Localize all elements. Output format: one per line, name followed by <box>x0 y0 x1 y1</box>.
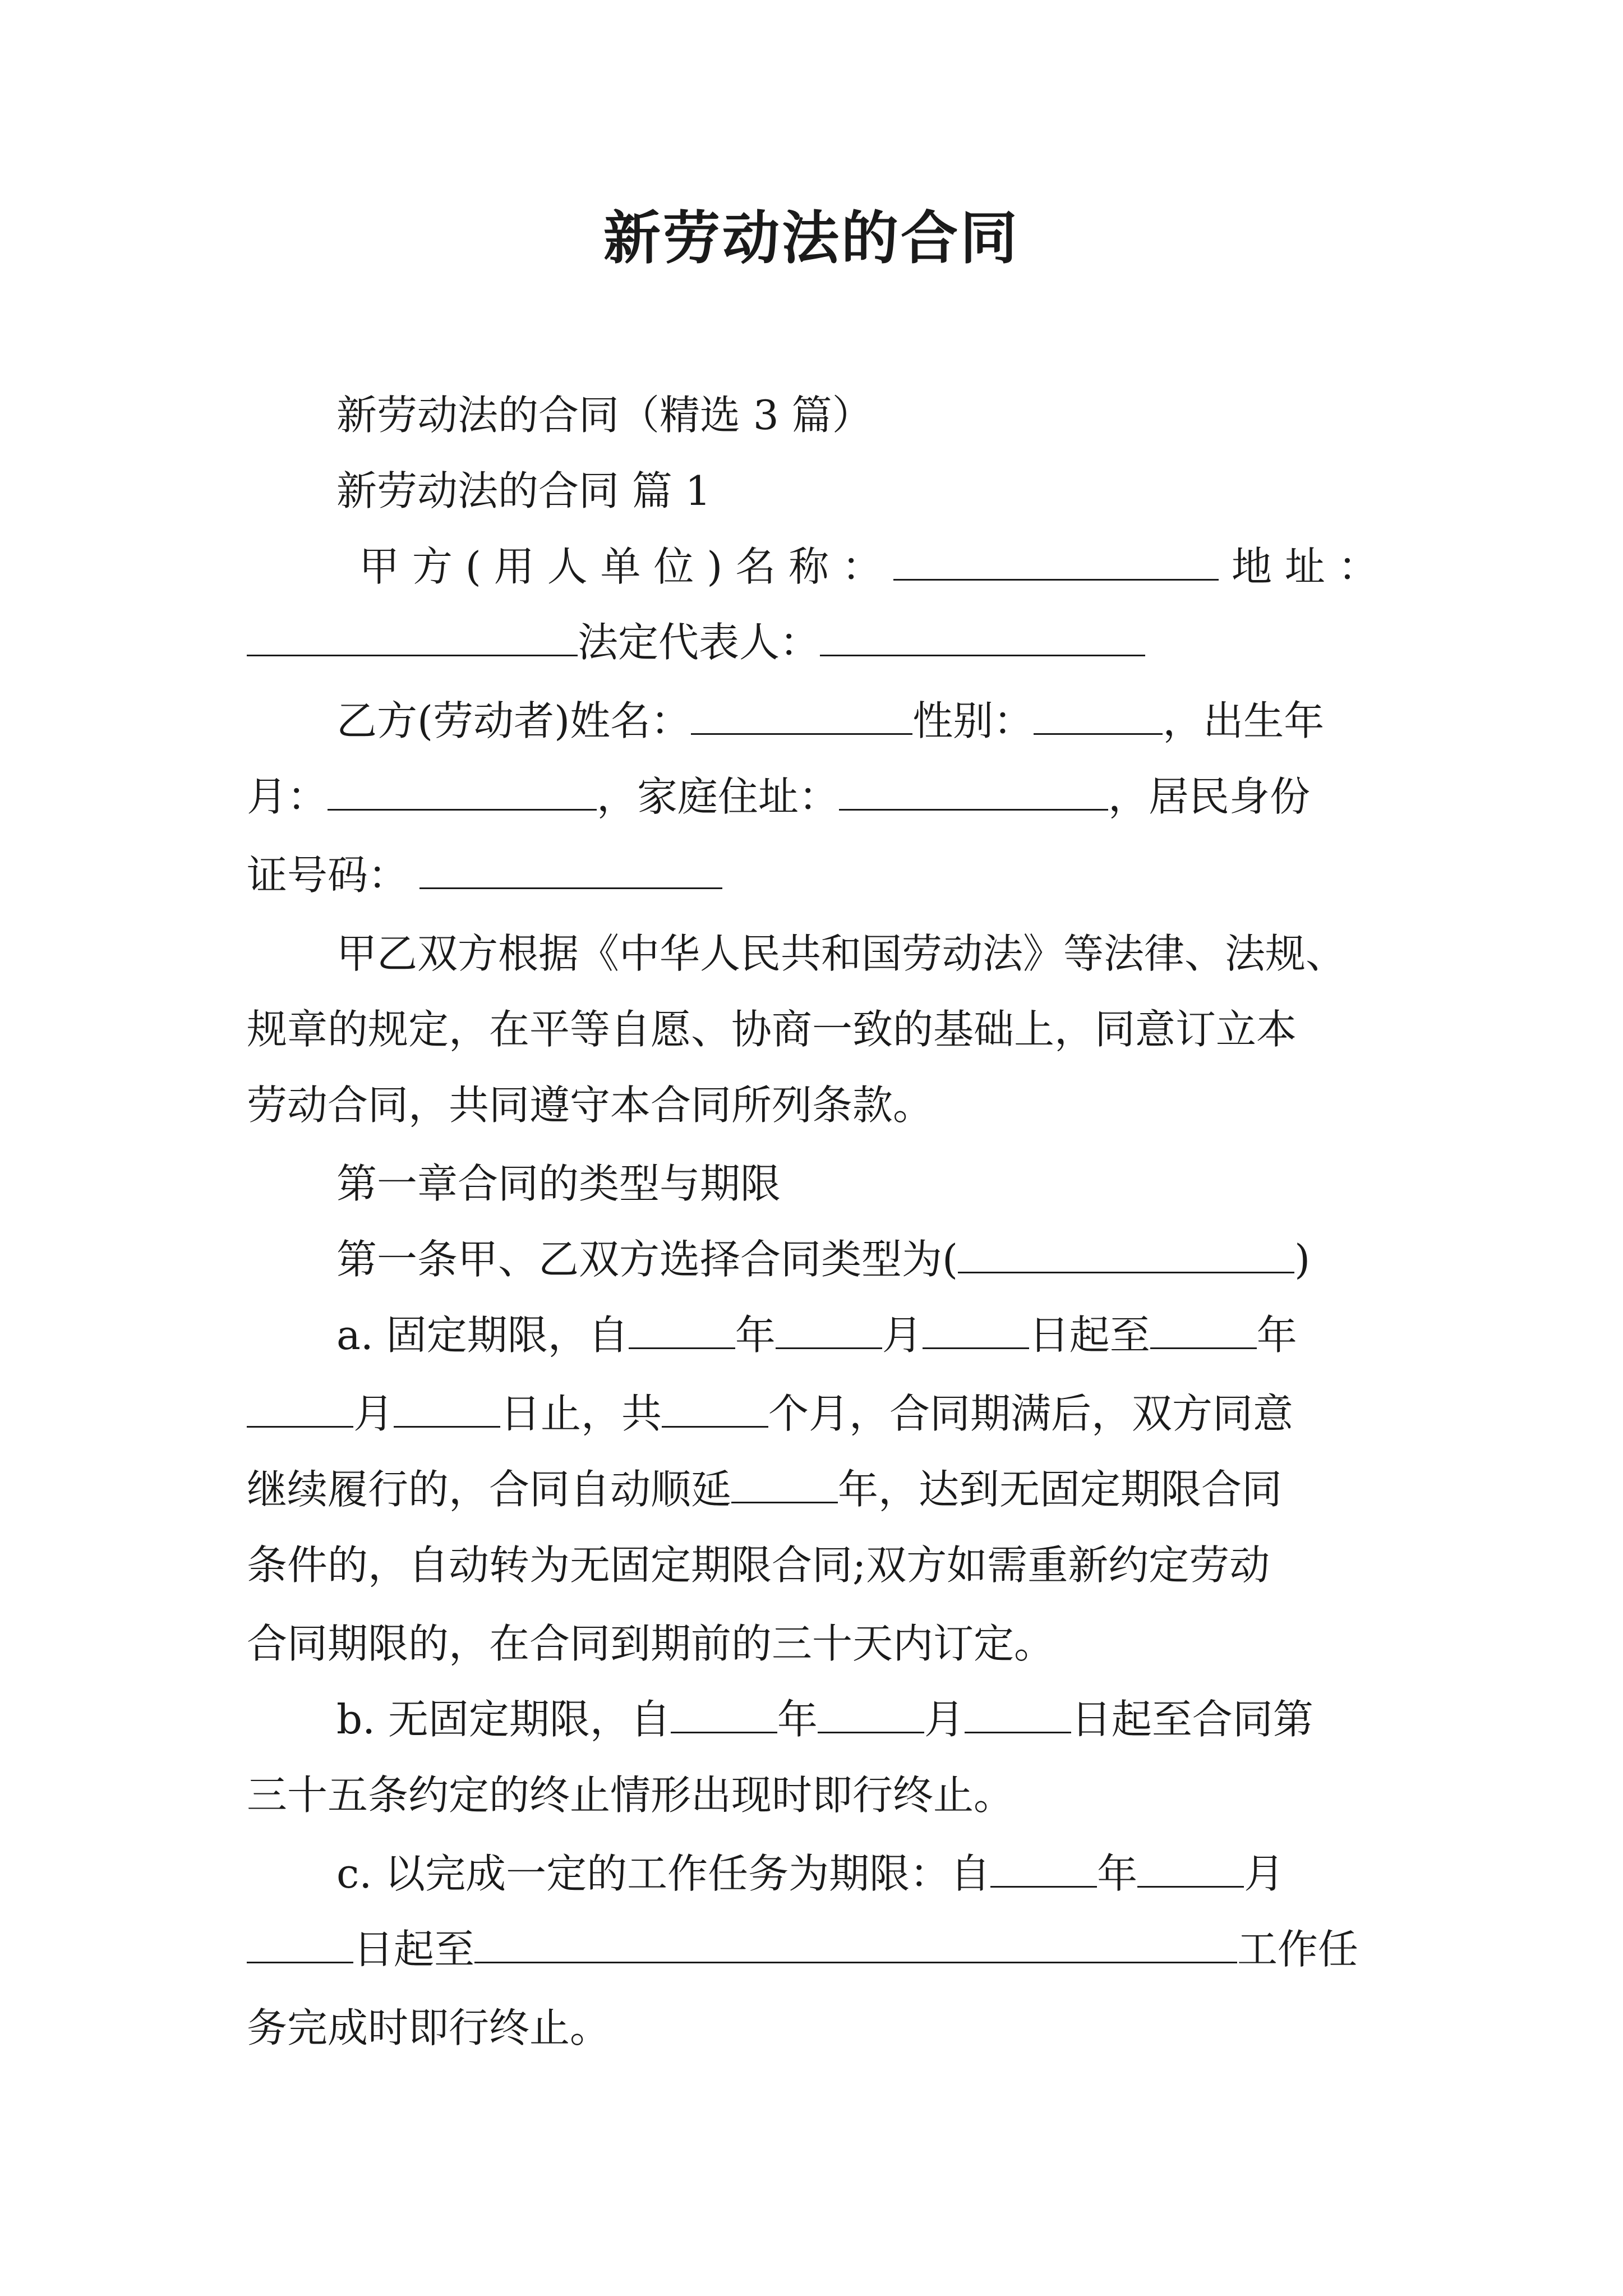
fill-in-blank[interactable] <box>474 1922 1237 1963</box>
text-segment: 年，达到无固定期限合同 <box>838 1466 1283 1513</box>
text-line <box>359 539 1378 595</box>
fill-in-blank[interactable] <box>662 1387 768 1428</box>
text-line <box>247 1537 1270 1593</box>
text-segment: ) <box>1294 1236 1311 1283</box>
text-line <box>247 2000 610 2056</box>
fill-in-blank[interactable] <box>1150 1308 1257 1349</box>
text-segment: 个月，合同期满后，双方同意 <box>768 1390 1294 1437</box>
text-segment: ，居民身份 <box>1108 773 1311 820</box>
text-segment: 新劳动法的合同 篇 1 <box>336 467 711 514</box>
text-segment: 甲乙双方根据《中华人民共和国劳动法》等法律、法规、 <box>336 930 1347 977</box>
text-line <box>247 1921 1358 1977</box>
text-segment: 月 <box>1244 1850 1285 1897</box>
chapter-heading <box>336 1156 781 1212</box>
text-line <box>247 1001 1297 1057</box>
text-segment: 合同期限的，在合同到期前的三十天内订定。 <box>247 1620 1055 1667</box>
text-line <box>247 614 1145 670</box>
fill-in-blank[interactable] <box>820 615 1145 656</box>
text-segment: 年 <box>1256 1312 1297 1359</box>
fill-in-blank[interactable] <box>731 1462 838 1503</box>
fill-in-blank[interactable] <box>394 1387 500 1428</box>
fill-in-blank[interactable] <box>818 1692 924 1733</box>
text-line <box>336 926 1346 982</box>
text-line <box>336 387 873 443</box>
text-segment: b. 无固定期限，自 <box>336 1696 671 1743</box>
text-segment: 月 <box>882 1312 923 1359</box>
text-segment: 第一章合同的类型与期限 <box>336 1160 781 1207</box>
text-line <box>336 463 711 519</box>
fill-in-blank[interactable] <box>419 848 722 889</box>
text-segment: a. 固定期限，自 <box>336 1312 629 1359</box>
text-line <box>247 847 722 903</box>
fill-in-blank[interactable] <box>839 770 1108 811</box>
text-segment: 月 <box>353 1390 394 1437</box>
fill-in-blank[interactable] <box>247 615 578 656</box>
text-line <box>247 1767 1014 1823</box>
fill-in-blank[interactable] <box>1137 1847 1244 1888</box>
fill-in-blank[interactable] <box>776 1308 882 1349</box>
fill-in-blank[interactable] <box>247 1387 353 1428</box>
text-segment: 甲 方 ( 用 人 单 位 ) 名 称 ： <box>359 543 883 590</box>
text-segment: 年 <box>1097 1850 1138 1897</box>
fill-in-blank[interactable] <box>990 1847 1097 1888</box>
text-segment: 规章的规定，在平等自愿、协商一致的基础上，同意订立本 <box>247 1006 1297 1053</box>
text-segment: 第一条甲、乙双方选择合同类型为( <box>336 1236 958 1283</box>
text-segment: 年 <box>777 1696 818 1743</box>
fill-in-blank[interactable] <box>958 1232 1294 1273</box>
text-segment: 日起至 <box>1029 1312 1150 1359</box>
text-line <box>247 769 1310 825</box>
text-segment: 工作任 <box>1237 1926 1359 1973</box>
text-segment: ，家庭住址： <box>597 773 840 820</box>
text-segment: 日止，共 <box>500 1390 662 1437</box>
text-line <box>336 1691 1313 1747</box>
fill-in-blank[interactable] <box>671 1692 777 1733</box>
text-line <box>336 1846 1284 1902</box>
text-segment: 证号码： <box>247 852 409 899</box>
fill-in-blank[interactable] <box>893 540 1219 581</box>
fill-in-blank[interactable] <box>965 1692 1071 1733</box>
text-segment: 劳动合同，共同遵守本合同所列条款。 <box>247 1082 934 1129</box>
text-line <box>336 693 1324 749</box>
text-segment: 地 址 ： <box>1219 543 1378 590</box>
fill-in-blank[interactable] <box>328 770 597 811</box>
text-line <box>247 1386 1293 1442</box>
fill-in-blank[interactable] <box>923 1308 1029 1349</box>
text-segment: 月： <box>247 773 328 820</box>
text-segment: 条件的，自动转为无固定期限合同;双方如需重新约定劳动 <box>247 1542 1270 1589</box>
text-line <box>247 1616 1054 1672</box>
text-segment: 法定代表人： <box>578 619 820 666</box>
text-segment: 日起至合同第 <box>1071 1696 1313 1743</box>
text-segment: 性别： <box>912 697 1034 744</box>
text-segment: 乙方(劳动者)姓名： <box>336 697 691 744</box>
text-segment: c. 以完成一定的工作任务为期限：自 <box>336 1850 991 1897</box>
document-title: 新劳动法的合同 <box>603 205 1020 272</box>
text-segment: 新劳动法的合同（精选 3 篇） <box>336 392 873 439</box>
fill-in-blank[interactable] <box>247 1922 353 1963</box>
text-line <box>336 1231 1310 1287</box>
text-segment: 继续履行的，合同自动顺延 <box>247 1466 732 1513</box>
text-segment: 月 <box>924 1696 965 1743</box>
text-segment: 三十五条约定的终止情形出现时即行终止。 <box>247 1772 1015 1819</box>
fill-in-blank[interactable] <box>629 1308 735 1349</box>
fill-in-blank[interactable] <box>1034 694 1163 735</box>
text-segment: 年 <box>735 1312 776 1359</box>
text-segment: 日起至 <box>353 1926 475 1973</box>
text-line <box>336 1307 1297 1363</box>
text-segment: 务完成时即行终止。 <box>247 2004 611 2051</box>
fill-in-blank[interactable] <box>691 694 912 735</box>
text-segment: ，出生年 <box>1163 697 1325 744</box>
text-line <box>247 1077 933 1133</box>
text-line <box>247 1461 1282 1517</box>
